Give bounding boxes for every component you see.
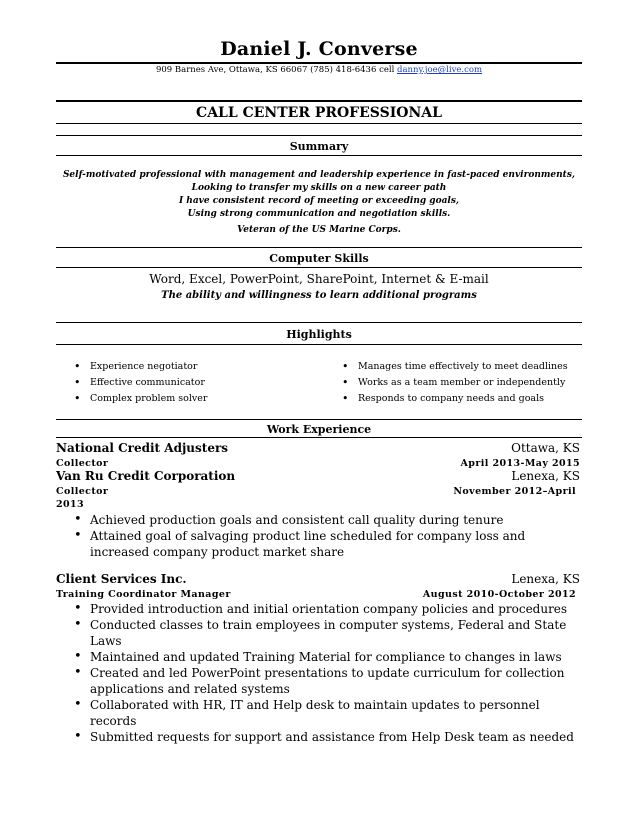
header-divider [56, 62, 582, 64]
list-item: • Attained goal of salvaging product line scheduled for company loss and increased company product market share [70, 528, 580, 560]
list-item: • Created and led PowerPoint presentations to update curriculum for collection applications and related systems [70, 665, 582, 697]
list-item: • Achieved production goals and consistent call quality during tenure [70, 512, 580, 528]
list-item: • Complex problem solver [70, 391, 207, 407]
job-role: Training Coordinator Manager [56, 589, 231, 600]
summary-heading: Summary [289, 140, 349, 153]
work-heading: Work Experience [266, 423, 372, 436]
summary-line-2: Looking to transfer my skills on a new career path [191, 183, 447, 193]
list-item: • Collaborated with HR, IT and Help desk to maintain updates to personnel records [70, 697, 582, 729]
job-dates: April 2013-May 2015 [460, 458, 580, 469]
skills-divider-bottom [56, 267, 582, 268]
job-role: Collector [56, 458, 109, 469]
email-link[interactable]: danny.joe@live.com [397, 65, 483, 75]
list-item: • Submitted requests for support and assistance from Help Desk team as needed [70, 729, 582, 745]
list-item: • Maintained and updated Training Material for compliance to changes in laws [70, 649, 582, 665]
summary-line-3: I have consistent record of meeting or exceeding goals, [178, 196, 460, 206]
job-company: Van Ru Credit Corporation [56, 469, 236, 483]
list-item: • Manages time effectively to meet deadlines [338, 359, 568, 375]
job-dates: August 2010-October 2012 [422, 589, 576, 600]
skills-divider-top [56, 247, 582, 248]
job-company: National Credit Adjusters [56, 441, 229, 455]
summary-veteran: Veteran of the US Marine Corps. [237, 225, 401, 235]
job-location: Lenexa, KS [511, 469, 580, 483]
job-dates: November 2012–April [453, 486, 576, 497]
work-divider-top [56, 419, 582, 420]
job-location: Lenexa, KS [511, 572, 580, 586]
list-item: • Works as a team member or independently [338, 375, 568, 391]
job-role: Collector [56, 486, 109, 497]
job-bullets [70, 512, 580, 560]
summary-divider-bottom [56, 155, 582, 156]
contact-line [0, 65, 638, 75]
list-item: • Effective communicator [70, 375, 207, 391]
job-location: Ottawa, KS [511, 441, 580, 455]
highlights-heading: Highlights [286, 328, 352, 341]
summary-line-4: Using strong communication and negotiation skills. [187, 209, 451, 219]
skills-main: Word, Excel, PowerPoint, SharePoint, Internet & E-mail [149, 272, 489, 286]
title-divider-top [56, 100, 582, 102]
summary-line-1: Self-motivated professional with management and leadership experience in fast-paced environments, [62, 170, 576, 180]
highlights-divider-bottom [56, 344, 582, 345]
contact-text: 909 Barnes Ave, Ottawa, KS 66067 (785) 418-6436 cell [155, 65, 398, 75]
skills-heading: Computer Skills [269, 252, 369, 265]
job-dates-continued: 2013 [56, 499, 85, 510]
job-title: CALL CENTER PROFESSIONAL [196, 105, 442, 121]
list-item: • Provided introduction and initial orientation company policies and procedures [70, 601, 582, 617]
list-item: • Responds to company needs and goals [338, 391, 568, 407]
job-bullets [70, 601, 582, 745]
highlights-left-list [70, 359, 207, 407]
title-divider-bottom [56, 123, 582, 124]
highlights-divider-top [56, 322, 582, 323]
job-company: Client Services Inc. [56, 572, 187, 586]
list-item: • Experience negotiator [70, 359, 207, 375]
list-item: • Conducted classes to train employees in computer systems, Federal and State Laws [70, 617, 582, 649]
resume-name: Daniel J. Converse [220, 38, 418, 60]
highlights-right-list [338, 359, 568, 407]
skills-sub: The ability and willingness to learn additional programs [161, 290, 477, 301]
work-divider-bottom [56, 437, 582, 438]
summary-divider-top [56, 135, 582, 136]
